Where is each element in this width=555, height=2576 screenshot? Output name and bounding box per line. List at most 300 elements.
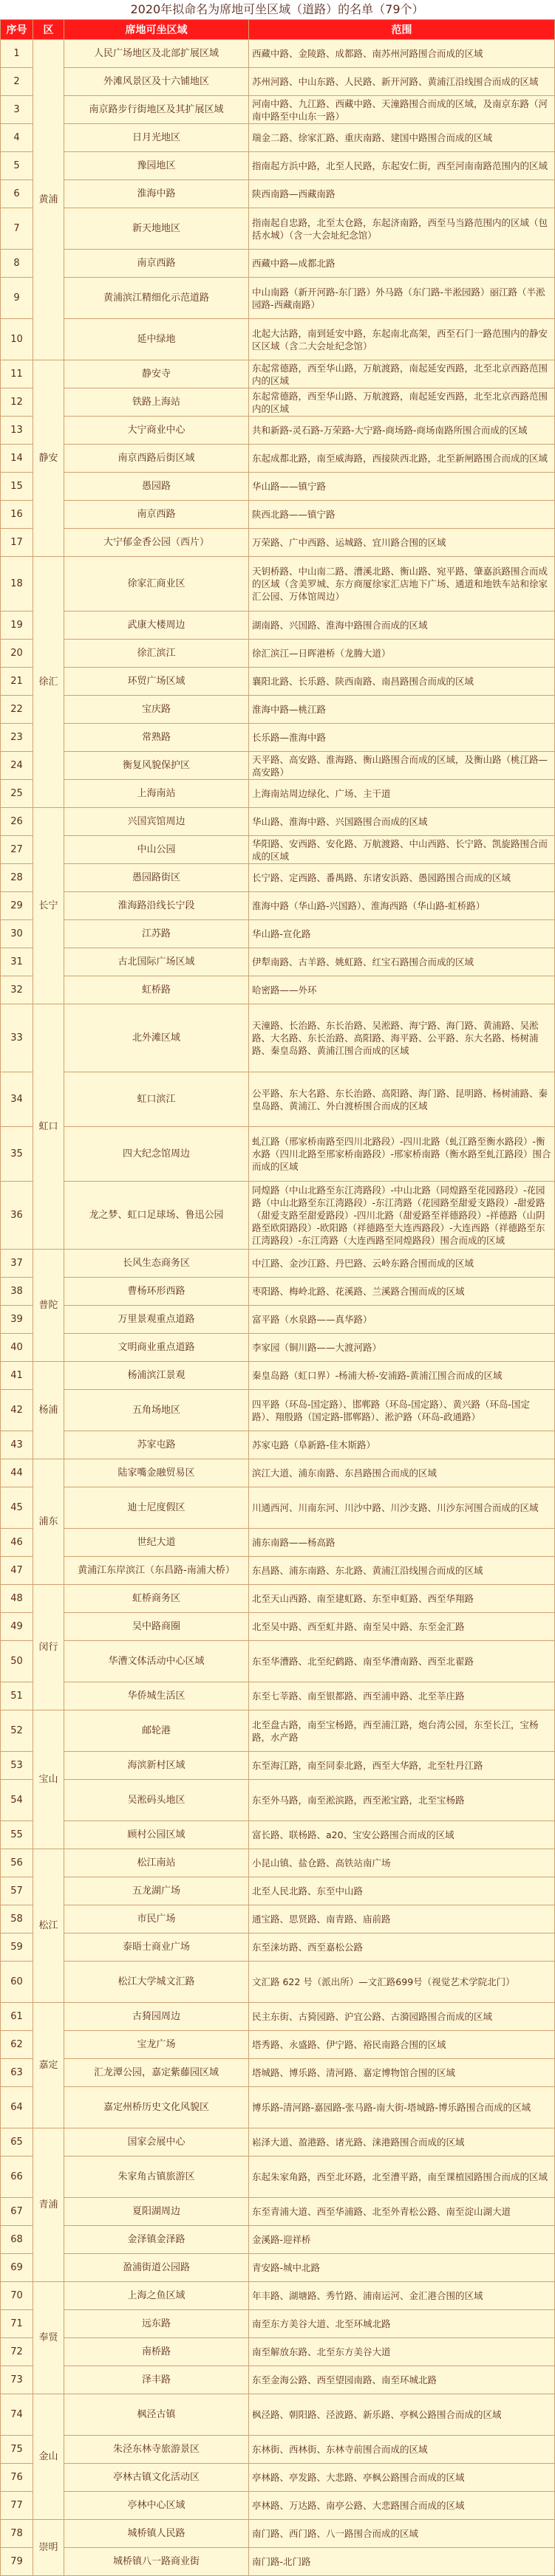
table-row	[1, 2087, 555, 2128]
district-cell: 黄浦	[33, 40, 64, 360]
row-number: 30	[1, 920, 33, 948]
area-range: 北至人民北路、东至中山路	[249, 1877, 555, 1905]
area-range: 秦皇岛路（虹口界）-杨浦大桥-安浦路-黄浦江围合而成的区域	[249, 1362, 555, 1390]
area-name: 枫泾古镇	[64, 2394, 249, 2436]
row-number: 31	[1, 948, 33, 976]
table-row	[1, 250, 555, 278]
area-name: 顾村公园区域	[64, 1821, 249, 1849]
area-range: 陕西北路——镇宁路	[249, 501, 555, 529]
area-range: 河南中路、九江路、西藏中路、天潼路围合而成的区域，及南京东路（河南中路至中山东一路）	[249, 96, 555, 124]
area-name: 环贸广场区域	[64, 668, 249, 696]
area-range: 长宁路、定西路、番禺路、东诸安浜路、愚园路围合而成的区域	[249, 864, 555, 892]
area-name: 迪士尼度假区	[64, 1487, 249, 1529]
row-number: 49	[1, 1613, 33, 1641]
area-range: 东至华漕路、北至纪鹤路、南至华漕南路、西至北翟路	[249, 1641, 555, 1682]
area-range: 民主东街、古猗园路、沪宜公路、古漪园路围合而成的区域	[249, 2003, 555, 2031]
area-range: 华山路-宣化路	[249, 920, 555, 948]
row-number: 29	[1, 892, 33, 920]
district-cell: 静安	[33, 360, 64, 557]
row-number: 61	[1, 2003, 33, 2031]
area-name: 铁路上海站	[64, 388, 249, 417]
table-row	[1, 1127, 555, 1182]
area-range: 川通西河、川南东河、川沙中路、川沙支路、川沙东河围合而成的区域	[249, 1487, 555, 1529]
table-row	[1, 1004, 555, 1072]
area-name: 北外滩区域	[64, 1004, 249, 1072]
row-number: 77	[1, 2492, 33, 2520]
table-row	[1, 1877, 555, 1905]
table-body	[1, 40, 555, 2576]
area-name: 日月光地区	[64, 124, 249, 152]
area-range: 金溪路-迎祥桥	[249, 2226, 555, 2254]
row-number: 19	[1, 612, 33, 640]
table-row	[1, 2031, 555, 2059]
table-row	[1, 1390, 555, 1431]
table-row	[1, 864, 555, 892]
table-row	[1, 2254, 555, 2282]
row-number: 71	[1, 2310, 33, 2338]
row-number: 9	[1, 278, 33, 319]
area-name: 亭林中心区域	[64, 2492, 249, 2520]
area-range: 万荣路、广中西路、运城路、宜川路合围的区域	[249, 529, 555, 557]
row-number: 10	[1, 319, 33, 360]
area-name: 徐家汇商业区	[64, 557, 249, 612]
table-row	[1, 2310, 555, 2338]
table-row	[1, 612, 555, 640]
row-number: 42	[1, 1390, 33, 1431]
district-cell: 崇明	[33, 2520, 64, 2576]
area-name: 华漕文体活动中心区域	[64, 1641, 249, 1682]
table-row	[1, 1072, 555, 1127]
header-range: 范围	[249, 20, 555, 40]
area-range: 青安路-城中北路	[249, 2254, 555, 2282]
area-range: 滨江大道、浦东南路、东昌路围合而成的区域	[249, 1459, 555, 1487]
area-range: 东至外马路，南至淞滨路，西至淞宝路，北至宝杨路	[249, 1780, 555, 1821]
area-range: 东起常德路，西至华山路、万航渡路，南起延安西路，北至北京西路范围内的区域	[249, 388, 555, 417]
area-range: 南至解放东路、北至东方美谷大道	[249, 2338, 555, 2366]
area-range: 东至金海公路、西至望园南路、南至环城北路	[249, 2366, 555, 2394]
area-name: 新天地地区	[64, 208, 249, 250]
table-row	[1, 1710, 555, 1752]
area-name: 华侨城生活区	[64, 1682, 249, 1710]
area-name: 南桥路	[64, 2338, 249, 2366]
district-cell: 奉贤	[33, 2282, 64, 2394]
row-number: 20	[1, 640, 33, 668]
area-name: 宝庆路	[64, 696, 249, 724]
area-range: 枫泾路、朝阳路、泾波路、新乐路、亭枫公路围合而成的区域	[249, 2394, 555, 2436]
table-row	[1, 920, 555, 948]
district-cell: 闵行	[33, 1585, 64, 1710]
area-range: 伊犁南路、古羊路、姚虹路、红宝石路围合而成的区域	[249, 948, 555, 976]
district-cell: 松江	[33, 1849, 64, 2003]
row-number: 67	[1, 2198, 33, 2226]
area-range: 东至七莘路、南至银都路、西至浦申路、北至莘庄路	[249, 1682, 555, 1710]
table-row	[1, 96, 555, 124]
row-number: 6	[1, 180, 33, 208]
area-name: 虹口滨江	[64, 1072, 249, 1127]
table-row	[1, 152, 555, 180]
row-number: 21	[1, 668, 33, 696]
area-range: 崧泽大道、盈港路、诸光路、涞港路围合而成的区域	[249, 2128, 555, 2157]
row-number: 27	[1, 836, 33, 864]
area-name: 愚园路	[64, 473, 249, 501]
area-name: 徐汇滨江	[64, 640, 249, 668]
area-name: 城桥镇人民路	[64, 2520, 249, 2548]
table-row	[1, 1905, 555, 1933]
table-row	[1, 2520, 555, 2548]
area-name: 朱家角古镇旅游区	[64, 2157, 249, 2198]
area-name: 万里景观重点道路	[64, 1306, 249, 1334]
area-range: 共和新路-灵石路-万荣路-大宁路-商场路-商场南路所围合而成的区域	[249, 417, 555, 445]
table-row	[1, 1962, 555, 2003]
area-range: 博乐路-清河路-嘉园路-张马路-南大街-塔城路-博乐路围合而成的区域	[249, 2087, 555, 2128]
table-header-row	[1, 20, 555, 40]
row-number: 5	[1, 152, 33, 180]
area-range: 亭林路、亭发路、大悲路、亭枫公路围合而成的区域	[249, 2464, 555, 2492]
area-range: 长乐路—淮海中路	[249, 724, 555, 752]
area-range: 陕西南路—西藏南路	[249, 180, 555, 208]
area-name: 常熟路	[64, 724, 249, 752]
area-range: 哈密路——外环	[249, 976, 555, 1004]
area-range: 浦东南路——杨高路	[249, 1529, 555, 1557]
table-row	[1, 2157, 555, 2198]
area-range: 天潼路、长治路、东长治路、吴淞路、海宁路、海门路、黄浦路、吴淞路、大名路、东长治路、高阳路、海平路、公平路、东大名路、杨树浦路、秦皇岛路、黄浦江围合而成的区域	[249, 1004, 555, 1072]
area-name: 黄浦滨江精细化示范道路	[64, 278, 249, 319]
row-number: 33	[1, 1004, 33, 1072]
area-name: 城桥镇八一路商业街	[64, 2548, 249, 2576]
row-number: 40	[1, 1334, 33, 1362]
table-row	[1, 1250, 555, 1278]
table-row	[1, 1431, 555, 1459]
area-range: 东起朱家角路，西至北环路，北至漕平路，南至课植园路围合而成的区域	[249, 2157, 555, 2198]
area-name: 中山公园	[64, 836, 249, 864]
table-row	[1, 752, 555, 780]
table-row	[1, 208, 555, 250]
row-number: 69	[1, 2254, 33, 2282]
row-number: 18	[1, 557, 33, 612]
table-row	[1, 417, 555, 445]
area-name: 文明商业重点道路	[64, 1334, 249, 1362]
table-row	[1, 2492, 555, 2520]
table-row	[1, 360, 555, 388]
row-number: 70	[1, 2282, 33, 2310]
area-name: 世纪大道	[64, 1529, 249, 1557]
header-number: 序号	[1, 20, 33, 40]
row-number: 75	[1, 2436, 33, 2464]
area-range: 湖南路、兴国路、淮海中路围合而成的区域	[249, 612, 555, 640]
area-range: 华阳路、安西路、安化路、万航渡路、中山西路、长宁路、凯旋路围合而成的区域	[249, 836, 555, 864]
table-row	[1, 1306, 555, 1334]
row-number: 52	[1, 1710, 33, 1752]
area-range: 中山南路（新开河路-东门路）外马路（东门路-半淞园路）丽江路（半淞园路-西藏南路）	[249, 278, 555, 319]
area-name: 豫园地区	[64, 152, 249, 180]
area-name: 五龙湖广场	[64, 1877, 249, 1905]
area-name: 大宁郁金香公园（西片）	[64, 529, 249, 557]
area-name: 上海之鱼区域	[64, 2282, 249, 2310]
row-number: 68	[1, 2226, 33, 2254]
area-name: 泰晤士商业广场	[64, 1933, 249, 1962]
area-range: 小昆山镇、盐仓路、高铁站南广场	[249, 1849, 555, 1877]
table-row	[1, 2464, 555, 2492]
area-range: 同煌路（中山北路至东江湾路段）-中山北路（同煌路至花园路段）-花园路（中山北路至东江湾路段）-东江湾路（花园路至甜爱支路段）-甜爱路（甜爱支路至甜爱路段）-四川北路（甜爱路至祥德路段）-祥德路（山阴路至欧阳路段）-欧阳路（祥德路至大连西路段）-大连西路（祥德路至东江湾路段）-东江湾路（大连西路至同煌路段）围合而成的区域	[249, 1182, 555, 1250]
area-range: 天平路、高安路、淮海路、衡山路围合而成的区域，及衡山路（桃江路—高安路）	[249, 752, 555, 780]
table-row	[1, 388, 555, 417]
table-row	[1, 1682, 555, 1710]
row-number: 76	[1, 2464, 33, 2492]
row-number: 2	[1, 68, 33, 96]
area-range: 指南起自忠路，北至太仓路，东起济南路，西至马当路范围内的区域（包括水城）（含一大会址纪念馆）	[249, 208, 555, 250]
area-range: 通宝路、思贤路、南青路、庙前路	[249, 1905, 555, 1933]
table-row	[1, 2198, 555, 2226]
district-cell: 虹口	[33, 1004, 64, 1250]
area-name: 愚园路街区	[64, 864, 249, 892]
row-number: 14	[1, 445, 33, 473]
area-range: 南门路、西门路、八一路围合而成的区域	[249, 2520, 555, 2548]
area-name: 上海南站	[64, 780, 249, 808]
area-name: 江苏路	[64, 920, 249, 948]
area-name: 国家会展中心	[64, 2128, 249, 2157]
area-name: 淮海路沿线长宁段	[64, 892, 249, 920]
table-row	[1, 319, 555, 360]
area-range: 上海南站周边绿化、广场、主干道	[249, 780, 555, 808]
area-name: 杨浦滨江景观	[64, 1362, 249, 1390]
area-range: 中江路、金沙江路、丹巴路、云岭东路合围而成的区域	[249, 1250, 555, 1278]
area-name: 亭林古镇文化活动区	[64, 2464, 249, 2492]
row-number: 39	[1, 1306, 33, 1334]
area-range: 东起成都北路，南至威海路，西接陕西北路，北至新闸路围合而成的区域	[249, 445, 555, 473]
row-number: 46	[1, 1529, 33, 1557]
table-row	[1, 2366, 555, 2394]
table-row	[1, 1752, 555, 1780]
table-row	[1, 1585, 555, 1613]
area-name: 古猗园周边	[64, 2003, 249, 2031]
area-name: 嘉定州桥历史文化风貌区	[64, 2087, 249, 2128]
area-range: 南门路-北门路	[249, 2548, 555, 2576]
area-name: 苏家屯路	[64, 1431, 249, 1459]
table-row	[1, 780, 555, 808]
row-number: 41	[1, 1362, 33, 1390]
row-number: 22	[1, 696, 33, 724]
area-range: 枣阳路、梅岭北路、花溪路、兰溪路合围而成的区域	[249, 1278, 555, 1306]
row-number: 57	[1, 1877, 33, 1905]
area-range: 苏州河路、中山东路、人民路、新开河路、黄浦江沿线围合而成的区域	[249, 68, 555, 96]
table-row	[1, 473, 555, 501]
table-row	[1, 668, 555, 696]
row-number: 55	[1, 1821, 33, 1849]
row-number: 7	[1, 208, 33, 250]
row-number: 50	[1, 1641, 33, 1682]
area-range: 指南起方浜中路，北至人民路，东起安仁街，西至河南南路范围内的区域	[249, 152, 555, 180]
row-number: 3	[1, 96, 33, 124]
row-number: 32	[1, 976, 33, 1004]
area-name: 邮轮港	[64, 1710, 249, 1752]
district-cell: 长宁	[33, 808, 64, 1004]
table-row	[1, 1849, 555, 1877]
table-row	[1, 1557, 555, 1585]
row-number: 34	[1, 1072, 33, 1127]
row-number: 59	[1, 1933, 33, 1962]
area-range: 北至天山西路、南至建虹路、东至申虹路、西至华翔路	[249, 1585, 555, 1613]
table-row	[1, 1459, 555, 1487]
area-range: 富平路（水泉路——真华路）	[249, 1306, 555, 1334]
area-range: 瑞金二路、徐家汇路、重庆南路、建国中路围合而成的区域	[249, 124, 555, 152]
row-number: 25	[1, 780, 33, 808]
area-range: 东至涞坊路、西至嘉松公路	[249, 1933, 555, 1962]
area-range: 李家园（铜川路——大渡河路）	[249, 1334, 555, 1362]
area-name: 五角场地区	[64, 1390, 249, 1431]
table-row	[1, 2003, 555, 2031]
areas-table	[0, 19, 555, 2576]
page-title: 2020年拟命名为席地可坐区域（道路）的名单（79个）	[0, 0, 554, 19]
area-name: 黄浦江东岸滨江（东昌路-南浦大桥）	[64, 1557, 249, 1585]
row-number: 54	[1, 1780, 33, 1821]
area-range: 天钥桥路、中山南二路、漕溪北路、衡山路、宛平路、肇嘉浜路围合而成的区域（含美罗城、东方商厦徐家汇店地下广场、通道和地铁车站和徐家汇公园、万体馆周边）	[249, 557, 555, 612]
row-number: 62	[1, 2031, 33, 2059]
area-range: 南至东方美谷大道、北至环城北路	[249, 2310, 555, 2338]
area-range: 北至盘古路，南至宝杨路，西至浦江路，炮台湾公园，东至长江，宝杨路，水产路	[249, 1710, 555, 1752]
district-cell: 宝山	[33, 1710, 64, 1849]
table-row	[1, 1334, 555, 1362]
area-range: 北起大沽路，南到延安中路，东起南北高架，西至石门一路范围内的静安区区域（含二大会址纪念馆）	[249, 319, 555, 360]
area-range: 北至吴中路、西至虹井路、南至吴中路、东至金汇路	[249, 1613, 555, 1641]
area-name: 吴淞码头地区	[64, 1780, 249, 1821]
area-range: 苏家屯路（阜新路-佳木斯路）	[249, 1431, 555, 1459]
table-row	[1, 1780, 555, 1821]
area-name: 海滨新村区域	[64, 1752, 249, 1780]
area-name: 夏阳湖周边	[64, 2198, 249, 2226]
table-row	[1, 529, 555, 557]
table-row	[1, 557, 555, 612]
row-number: 48	[1, 1585, 33, 1613]
row-number: 60	[1, 1962, 33, 2003]
table-row	[1, 1278, 555, 1306]
row-number: 63	[1, 2059, 33, 2087]
row-number: 23	[1, 724, 33, 752]
area-name: 人民广场地区及北部扩展区域	[64, 40, 249, 68]
row-number: 35	[1, 1127, 33, 1182]
table-row	[1, 724, 555, 752]
area-range: 亭林路、万达路、南亭公路、大悲路围合而成的区域	[249, 2492, 555, 2520]
table-row	[1, 1182, 555, 1250]
area-name: 长风生态商务区	[64, 1250, 249, 1278]
table-row	[1, 2226, 555, 2254]
row-number: 37	[1, 1250, 33, 1278]
row-number: 53	[1, 1752, 33, 1780]
row-number: 78	[1, 2520, 33, 2548]
row-number: 43	[1, 1431, 33, 1459]
row-number: 74	[1, 2394, 33, 2436]
area-range: 公平路、东大名路、东长治路、高阳路、海门路、昆明路、杨树浦路、秦皇岛路、黄浦江、外白渡桥围合而成的区域	[249, 1072, 555, 1127]
table-row	[1, 445, 555, 473]
area-name: 虹桥路	[64, 976, 249, 1004]
table-row	[1, 836, 555, 864]
district-cell: 徐汇	[33, 557, 64, 808]
row-number: 64	[1, 2087, 33, 2128]
area-range: 华山路——镇宁路	[249, 473, 555, 501]
area-range: 徐汇滨江—日晖港桥（龙腾大道）	[249, 640, 555, 668]
area-name: 松江南站	[64, 1849, 249, 1877]
district-cell: 浦东	[33, 1459, 64, 1585]
table-row	[1, 948, 555, 976]
area-name: 陆家嘴金融贸易区	[64, 1459, 249, 1487]
row-number: 51	[1, 1682, 33, 1710]
table-row	[1, 2394, 555, 2436]
row-number: 79	[1, 2548, 33, 2576]
row-number: 58	[1, 1905, 33, 1933]
table-row	[1, 1641, 555, 1682]
table-row	[1, 2548, 555, 2576]
table-row	[1, 501, 555, 529]
area-range: 西藏中路—成都北路	[249, 250, 555, 278]
table-row	[1, 808, 555, 836]
area-range: 东昌路、浦东南路、东北路、黄浦江沿线围合而成的区域	[249, 1557, 555, 1585]
district-cell: 金山	[33, 2394, 64, 2520]
area-name: 南京西路后街区域	[64, 445, 249, 473]
area-name: 静安寺	[64, 360, 249, 388]
row-number: 36	[1, 1182, 33, 1250]
area-name: 南京路步行街地区及其扩展区域	[64, 96, 249, 124]
row-number: 11	[1, 360, 33, 388]
area-range: 东至海江路，南至同泰北路，西至大华路，北至牡丹江路	[249, 1752, 555, 1780]
table-row	[1, 1933, 555, 1962]
area-name: 曹杨环形西路	[64, 1278, 249, 1306]
area-range: 富长路、联杨路、a20、宝安公路围合而成的区域	[249, 1821, 555, 1849]
header-area: 席地可坐区域	[64, 20, 249, 40]
table-row	[1, 40, 555, 68]
district-cell: 普陀	[33, 1250, 64, 1362]
table-row	[1, 1487, 555, 1529]
area-name: 四大纪念馆周边	[64, 1127, 249, 1182]
area-range: 文汇路 622 号（派出所）—文汇路699号（视觉艺术学院北门）	[249, 1962, 555, 2003]
area-range: 襄阳北路、长乐路、陕西南路、南昌路围合而成的区域	[249, 668, 555, 696]
row-number: 47	[1, 1557, 33, 1585]
table-row	[1, 696, 555, 724]
area-name: 泽丰路	[64, 2366, 249, 2394]
table-row	[1, 1362, 555, 1390]
table-row	[1, 2128, 555, 2157]
area-range: 西藏中路、金陵路、成都路、南苏州河路围合而成的区域	[249, 40, 555, 68]
row-number: 65	[1, 2128, 33, 2157]
row-number: 1	[1, 40, 33, 68]
table-row	[1, 1613, 555, 1641]
area-name: 金泽镇金泽路	[64, 2226, 249, 2254]
table-row	[1, 2338, 555, 2366]
area-range: 东林街、西林街、东林寺前围合而成的区域	[249, 2436, 555, 2464]
area-name: 南京西路	[64, 501, 249, 529]
table-row	[1, 640, 555, 668]
area-name: 兴国宾馆周边	[64, 808, 249, 836]
area-name: 盈浦街道公园路	[64, 2254, 249, 2282]
area-range: 东起常德路，西至华山路，万航渡路，南起延安西路，北至北京西路范围内的区域	[249, 360, 555, 388]
area-range: 塔秀路、永盛路、伊宁路、裕民南路合围的区域	[249, 2031, 555, 2059]
table-row	[1, 1821, 555, 1849]
area-range: 淮海中路（华山路-兴国路）、淮海西路（华山路-虹桥路）	[249, 892, 555, 920]
row-number: 12	[1, 388, 33, 417]
table-row	[1, 2059, 555, 2087]
area-range: 四平路（环岛-国定路）、邯郸路（环岛-国定路）、黄兴路（环岛-国定路）、翔殷路（国定路-邯郸路）、淞沪路（环岛-政通路）	[249, 1390, 555, 1431]
area-range: 塔城路、博乐路、清河路、嘉定博物馆合围的区域	[249, 2059, 555, 2087]
area-name: 淮海中路	[64, 180, 249, 208]
area-name: 朱泾东林寺旅游景区	[64, 2436, 249, 2464]
district-cell: 嘉定	[33, 2003, 64, 2128]
table-row	[1, 2282, 555, 2310]
area-name: 吴中路商圈	[64, 1613, 249, 1641]
area-name: 大宁商业中心	[64, 417, 249, 445]
area-name: 外滩风景区及十六铺地区	[64, 68, 249, 96]
area-name: 宝龙广场	[64, 2031, 249, 2059]
header-district: 区	[33, 20, 64, 40]
row-number: 13	[1, 417, 33, 445]
row-number: 66	[1, 2157, 33, 2198]
